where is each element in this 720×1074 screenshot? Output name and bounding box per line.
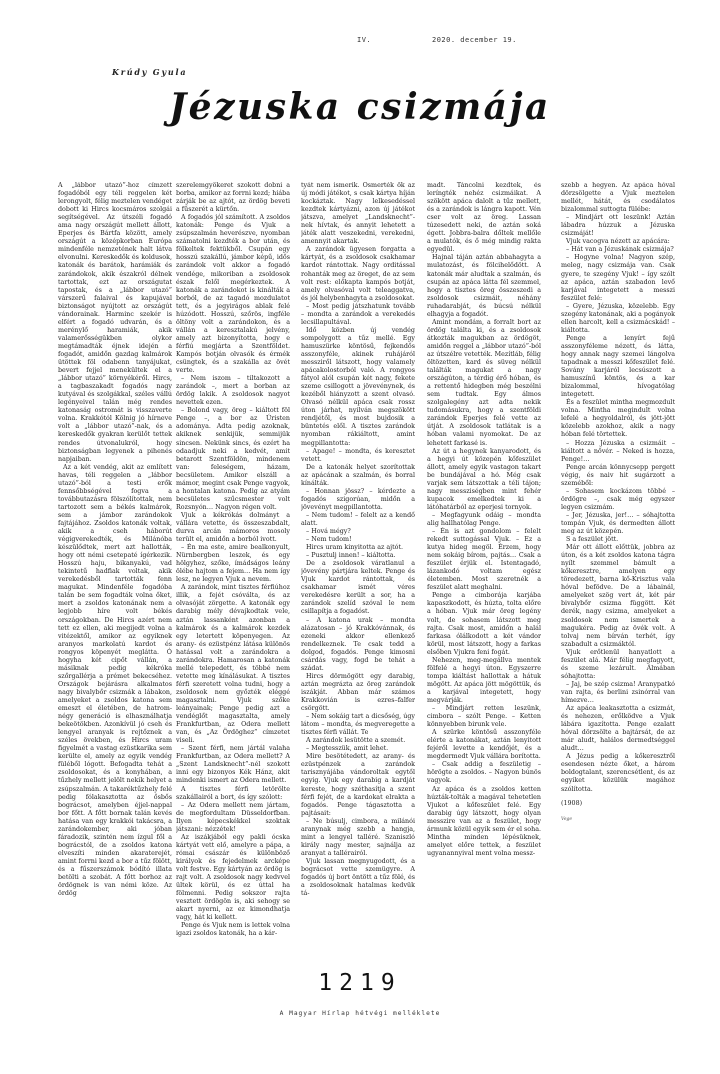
paragraph: Penge arcán könnycsepp pergett végig, és naiv hit sugárzott a szeméből:: [561, 463, 675, 487]
paragraph: Az apáca leakasztotta a csizmát, és nehezen, erőlködve a Vjuk lábára igazította. Penge ezalatt hóval dörzsölte a bajtársát, de az már aludt, halálos dermedtséggel aludt…: [561, 705, 675, 753]
paragraph: A tisztes férfi letörölte szakállairól a bort, és így szólott:: [176, 785, 290, 801]
author-name: Krúdy Gyula: [112, 67, 188, 77]
paragraph: – Hogyne volna! Nagyon szép, meleg, nagy csizmája van. Csak gyere, te szegény Vjuk! – így szólt az apáca, aztán szabadon levő karjával integetett a messzi feszület felé:: [561, 254, 675, 302]
paragraph: Idő közben új vendég sompolygott a tűz mellé. Egy hamuszürke köntösű, fejkendős asszonyféle, akinek ruhájáról messziről látszott, hogy valamely apácakolostorból való. A rongyos fátyol alól csupán két nagy, fekete szeme csillogott a jövevénynek, és kezéből hiányzott a szent olvasó. Olvasó nélkül apáca csak rossz úton járhat, nyilván megszökött rendjétől, és most bujdosik a büntetés elől. A tisztes zarándok nyomban rákiáltott, amint megpillantotta:: [301, 326, 415, 447]
paragraph: – A katona urak – mondta alázatosan – jó Krakkóvánnak, és ezeneki akkor ellenkező rendelkeznek. Te csak tedd a dolgod, fogadós. Penge kimosni csárdás vagy, fogd be tehát a szádat.: [301, 616, 415, 672]
paragraph: – Nem iszom – tiltakozott a zarándok –, mert a borban az ördög lakik. A zsoldosok nagyot nevettek ezen.: [176, 375, 290, 407]
paragraph: tyát nem ismerik. Ösmerték ők az új módi játékot, s csak kártya híján kockáztak. Nagy lelkesedéssel kezdtek kártyázni, azon új játékot játszva, amelyet „Landsknecht”-nek hívtak, és annyit lehetett a játék alatt veszekedni, verekedni, amennyit akartak.: [301, 182, 415, 246]
paragraph: – Sohasem kockázom többé – ördögre –, csak még egyszer legyen csizmám.: [561, 487, 675, 511]
paragraph: – Jaj, be szép csizma! Aranypatkó van rajta, és berlini zsinórral van hímezve…: [561, 680, 675, 704]
paragraph: Mire besötétedett, az arany- és ezüstpénzek a zarándok tarisznyájába vándoroltak egytől egyig. Vjuk egy darabig a kardját kereste, hogy széthasítja a szent férfi fejét, de a kardokat elrakta a fogadós. Penge tágasztotta a pajtásait:: [301, 753, 415, 817]
paragraph: – Nem tudom!: [306, 536, 352, 544]
paragraph: – Szent férfi, nem jártál valaha Frankfurtban, az Odera mellett? A „Szent Landsknecht”-nél szokott inni egy bizonyos Kék Hánz, akit mindenki ismert az Odera mellett.: [176, 745, 290, 785]
paragraph: Hircs dörmögött egy darabig, aztán megrázta az öreg zarándok iszákját. Abban már számos Krakkovián is ezres–falfer csörgött.: [301, 672, 415, 713]
paragraph: – Én ma este, amire bealkonyult, Nürnbergben leszek, és egy hölgyhez, szőke, ímádságos leány ölébe hajtom a fejem… Ha nem így lesz, ne legyen Vjuk a nevem.: [176, 544, 290, 584]
publication-year: (1908): [561, 799, 583, 807]
paragraph: – Nem tudom! – felelt az a kendő alatt.: [301, 511, 415, 527]
paragraph: – Nem sokáig tart a dicsőség, úgy látom – mondta, és megveregette a tisztes férfi vállát. Te: [301, 713, 415, 737]
paragraph: De a katonák helyet szorítottak az apácának a szalmán, és borral kínálták.: [301, 463, 415, 487]
text-column-1: [58, 182, 172, 940]
text-column-4: [427, 182, 541, 940]
paragraph: – Hová mégy?: [306, 528, 351, 536]
paragraph: Vjuk a kékrókás dolmányt a vállára vetette, és összeszabdalt, durva arcán mámoros mosoly terült el, amidőn a borból ivott.: [176, 511, 290, 544]
paragraph: De a zsoldosok váratlanul a jövevény pártjára keltek. Penge és Vjuk kardot rántottak, és csakhamar ismét véres verekedésre került a sor, ha a zarándok szelíd szóval le nem csillapítja a fogadóst.: [301, 560, 415, 616]
paragraph: szerelemgyökeret szokott dobni a borba, amikor az forrni kezd; hiába zárják be az ajtót, az ördög beveti a fűszerét a kürtőn.: [176, 182, 290, 214]
paragraph: – Mindjárt ott leszünk! Aztán lábadra húzzuk a Jézuska csizmáját!: [561, 214, 675, 238]
supplement-label: A Magyar Hírlap hétvégi melléklete: [279, 1010, 441, 1017]
paragraph: A zarándok ügyesen forgatta a kártyát, és a zsoldosok csakhamar kardot rántottak. Nagy orditással rohanták meg az öreget, de az sem volt rest: előkapta kampós botját, amely olvasóval volt teleaggatva, és jól helybenhagyta a zsoldosokat.: [301, 246, 415, 302]
paragraph: – Most pedig játszhatunk tovább – mondta a zarándok a verekedés lecsillapultával.: [301, 302, 415, 326]
issue-date: 2020. december 19.: [432, 36, 517, 44]
paragraph: Penge és Vjuk nem is lettek volna igazi zsoldos katonák, ha a kár-: [176, 922, 290, 938]
paragraph: Amint mondám, a forralt bort az ördög találta ki, és a zsoldosok átkozták magukban az ördögöt, amidőn reggel a „lábbor utazó”-ból az útszélre vetették. Mezítláb, félig öltözetten, kard és süveg nélkül találták magukat a nagy országúton, a térdig érő hóban, és a rettentő hidegben még beszélni sem tudtak. Egy álmos szolgalegény azt adta nekik tudomásukra, hogy a szentföldi zarándok Eperjes felé vette az útját. A zsoldosok tatlátak is a hóban valami nyomokat. De az lehetett farkasé is.: [427, 318, 541, 447]
paragraph: A zarándok lesütötte a szemét.: [306, 737, 406, 745]
paragraph: Már ott állott előttük, jobbra az úton, és a két zsoldos katona tágra nyílt szemmel bámult a kőkeresztre, amelyen egy töredezett, barna kő-Krisztus vala hóval befödve. De a lábainál, amelyeket szög vert át, két pár bivalybőr csizma függött. Két derék, nagy csizma, amelyeket a zsoldosok nem ismertek a magukéra. Pedig az övék volt. A tolvaj nem bírván terhét, így szabadult a csizmáktól.: [561, 544, 675, 648]
paragraph: Az a két vendég, akit az említett havas, téli reggelen a „lábbor utazó”-ból a testi erők fennsőbbségével fogva a továbbutazásra fölszólítottak, nem tartozott sem a békés kalmárok, sem a jámbor zarándokok fajtájához. Zsoldos katonák voltak, akik a cseh háborút végigverekedték, és Milánóba készülődtek, mert azt hallották, hogy ott némi csetepaté ígérkezik. Hosszú haju, bikanyakú, vad tekintetű hadfiak voltak, akik verekedésből tartották fenn magukat. Mindenféle fogadóba talán be sem fogadták volna őket, mert a zsoldos katonának nem a legjobb híre volt békés országokban. De Hircs azért nem tett ez ellen, aki megijedt volna a vitézektől, amikor az egyiknek aranyos markolatú kardot és rongyos köpenyét meglátta. Ó hogyha két cipőt vállán, a másiknak pedig kékróka szőrgallérja a prémet bekecséhez. Országok bejárásra alkalmatos nagy bivalybőr csizmák a lábakon, amelyeket a zsoldos katona sem emeszt el életében, de hatrom-négy generáció is elhasználhatja bekeötökben. Azonkívül jó cseh és lengyel aranyak is rejtőznek a széles övekben, és Hircs uram figyelmét a vastag ezüstkarika sem kerülte el, amely az egyik vendég füléből lógott. Befogadta tehát a zsoldosokat, és a konyhában, a tűzhely mellett jelölt nekik helyet a zsúpszalmán. A takaréktűzhely felé pedig fólakasztotta az ősbős bográcsot, amelyben éjjel-nappal bor főtt. A főtt bornak talán kevés hatása van egy krakkói takácsra, a zarándokember, aki jóban fáradozik, szintén nem ízgul fől a bográcstól, de a zsoldos katona elveszíti minden akaraterejét, amint forrni kezd a bor a tűz fölött, és a fűszerszámok bódító illata betölti a szobát. A főtt borhoz az ördögnek is van némi köze. Az ördög: [58, 463, 172, 898]
paragraph: Nehezen, meg-megállva mentek fölfelé a hegyi úton. Egyszerre tompa kiáltást hallottak a hátuk mögött. Az apáca jött mögöttük, és a karjával integetett, hogy megvárják.: [427, 656, 541, 704]
page-section-label: IV.: [357, 36, 372, 44]
paragraph: madt. Táncolni kezdtek, és leríngték nehéz csizmáikat. A szökött apáca dalolt a tűz mellett, és a zarándok is lángra kapott. Vén cser volt az öreg. Lassan túzesedett neki, de aztán soká égett. Jobbra-balra dőltek mellőle a mulatók, és ő még mindig rakta egyedül.: [427, 182, 541, 254]
paragraph: A fogadós jól számított. A zsoldos katonák: Penge és Vjuk a zsúpszalmán heverészve, nyomban számatolni kezdték a bor után, és fölkeltek fektükből. Csupán egy hosszú szakállú, jámbor képű, idős zarándok volt akkor a fogadó vendége, mikoriban a zsoldosok észak felől megérkeztek. A katonák a zarándokot is kinálták a borból, de az tagadó mozdulatot tett, és a jegyirágos ablak felé húzódott. Hosszú, szőrös, ingféle öltöny volt a zarándokon, és a vállán a keresztalakú jelvény, amely azt bizonyította, hogy e férfiú megjárta a Szentföldet. Kampós botján olvasók és érmék csüngtek, és a szakálla az övét verte.: [176, 214, 290, 375]
text-column-3: [301, 182, 415, 940]
paragraph: Hircs uram kinyitotta az ajtót.: [306, 544, 404, 552]
paragraph: – Apage! – mondta, és keresztet vetett.: [301, 447, 415, 463]
paragraph: Penge a lenyírt fejű asszonyféleme nézett, és látta, hogy annak nagy szemei lángolva tapadnak a messzi kőfeszület felé. Sovány karjáról lecsúszott a hamuszínű köntös, és a kar bizalommal, hívogatólag integetett.: [561, 334, 675, 399]
paragraph: – Hát van a Jézuskának csizmája?: [566, 246, 674, 254]
paragraph: – Pusztulj innen! – kiáltotta.: [306, 552, 396, 560]
paragraph: A zarándok, mint tisztes férfiúhoz illik, a fejét csóválta, és az olvasóját zörgette. A katonák egy darabig mély dévajkodtak vele, aztán lassanként azonban a kalmárok és a kalmárok kezdek egy letertett köpenyegen. Az arany- és ezüstpénz látása különös hatással volt a zarándokra a zarándokra. Hamarosan a katonák mellé telepedett, és többé nem vetette meg kínálásukat. A tisztes férfi szeretett volna tudni, hogy a zsoldosok nem győzték eléggé magasztalni. Vjuk szőke leányainak; Penge pedig azt a vendéglőt magasztalta, amely Frankfurtban, az Odera mellett van, és „Az Ördöghez” címzetet viseli.: [176, 584, 290, 745]
paragraph: – Megtesszük, amit lehet.: [306, 745, 389, 753]
paragraph: szebb a hegyen. Az apáca hóval dörzsölgette a Vjuk meztelen mellét, hátát, és csodálatos bizalommal suttogta fülébe:: [561, 182, 675, 214]
paragraph: – Jer, Jézuska, jer!… – sóhajtotta tompán Vjuk, és dermedten állott meg az út közepén.: [561, 511, 675, 536]
paragraph: – Csak addig a feszületig – hörögte a zsoldos. – Nagyon búnös vagyok.: [427, 761, 541, 785]
paragraph: Az apáca és a zsoldos ketten húzták-tolták a magával tehetetlen Vjukot a kőfeszület felé. Egy darabig úgy látszott, hogy olyan messzire van az a feszület, hogy ármunk közül egyik sem ér el soha. Mintha minden lépésüknek, amelyet előre tettek, a feszület ugyanannyival ment volna messz-: [427, 785, 541, 857]
paragraph: – Az Odera mellett nem jártam, de megfordultam Düsseldorfban. Ilyen képecskékkel szoktak játszani: nézzétek!: [176, 801, 290, 833]
paragraph: – Bolond vagy, öreg – kiáltott föl Penge –, a bor az Úristen adománya. Adta pedig azoknak, akiknek senkijük, semmijük sincsen. Nekünk sincs, és ezért ha odaadjuk neki a kedvét, amit betarott Szentföldön, mindenem van: feleségem, házam, becsületem. Amikor elszáll a mámor, megint csak Penge vagyok, a hontalan katona. Pedig az atyám becsületes szűcsmester volt Rozsnyón… Nagyon régen volt.: [176, 407, 290, 511]
paragraph: S a feszület jött.: [566, 536, 619, 544]
paragraph: Hajnal táján aztán abbahagyta a mulatozást, és fölcihelődött. A katonák már aludtak a szalmán, és csupán az apáca látta fél szemmel, hogy a tisztes öreg összeszedi a zsoldosok csizmáit, néhány ruhadarabját, és búcsú nélkül elhagyja a fogadót.: [427, 254, 541, 318]
paragraph: És a feszület mintha megmozdult volna. Mintha megindult volna lefelé a hegyoldalról, és jött-jött közelebb azokhoz, akik a nagy hóban felé törtettek.: [561, 399, 675, 439]
paragraph: Az út a hegynek kanyarodott, és a hegyi út közepén kőfeszület állott, amely egyik vastagon takart be bundájával a hó. Még csak varjak sem látszottak a téli tájon; nagy messziségben mint fehér kupacok emelkedtek ki a látóhatárból az eperjesi tornyok.: [427, 447, 541, 511]
paragraph: Vjuk vacogva nézett az apácára:: [566, 238, 670, 246]
text-column-5: [561, 182, 675, 940]
end-signature: Vege: [561, 816, 573, 822]
paragraph: – Megfagyunk odáig – mondta alig hallhatólag Penge.: [427, 511, 541, 527]
paragraph: – Honnan jössz? – kérdezte a fogadós szigorúan, midőn a jövevényt megpillantotta.: [301, 487, 415, 511]
paragraph: – Ne búsulj, cimbora, a milánói aranynak még szebb a hangja, mint a lengyel talléré. Szaniszló király nagy mester, sajnálja az aranyat a tallérairól.: [301, 817, 415, 857]
paragraph: A Jézus pedig a kőkeresztről esendesen nézte őket, a három boldogtalant, szerencsétlent, és az egyiket közülük magához szólította.: [561, 753, 675, 793]
paragraph: A szürke köntösű asszonyféle elérte a katonákat, aztán lenyitott fejéről levette a kendőjét, és a megdermedt Vjuk vállára borította.: [427, 729, 541, 761]
paragraph: – Mindjárt retten leszünk, cimbora – szólt Penge. – Ketten könnyebben birunk vele.: [427, 705, 541, 729]
article-title: Jézuska csizmája: [169, 86, 551, 128]
paragraph: – Gyere, Jézuska, közelebb. Egy szegény katonának, aki a pogányok ellen harcolt, kell a csizmácskád! – kiáltotta.: [561, 302, 675, 334]
paragraph: – Én is azt gondolom – felelt rekedt suttogással Vjuk. – Ez a kutya hideg megöl. Érzem, hogy nem sokáig bírom, pajtás… Csak a feszület érjük el. Istentagadó, lázankodó voltam egész életemben. Most szeretnék a feszület alatt meghalni.: [427, 528, 541, 592]
paragraph: A „lábbor utazó”-hoz címzett fogadóból egy téli reggelen két lerongyolt, félig meztelen vendéget dobott ki Hircs kocsmáros szolgái segítségével. Az útszéli fogadó ama nagy országút mellett állott, Eperjes és Bártfa között, amely országút a középkorban Európa mindenféle nemzetének halt látva elvonulni. Kereskedők és koldusok, katonák és barátok, harámiák és zarándokok, akik északról délnek tartottak, ezt az országutat tapostak, és a „lábbor utazó” várszerű falaival és kapujával biztonságot nyújtott az országút vándorainak. Harminc szekér is elfért a fogadó udvarán, és a merénylő haramiák, akik valamerősségükben olykor megtámadták éjnek idején a fogadót, amidőn gazdag kalmárok ütöttek föl odabenn tanyájukat, bevert fejjel menekültek el a „lábbor utazó” környékéről. Hircs, a tagbaszakadt fogadós nagy kutyával és szolgákkal, széles vállú legényeivel talán még rendes katonaság ostromát is visszaverte volna. Krakkótól Kölnig jó hírneve volt a „lábbor utazó”-nak, és a kereskedők gyakran kerülőt tettek rendes útvonalukról, hogy biztonságban legyenek a pihenés napjaiban.: [58, 182, 172, 463]
paragraph: Vjuk erőtlenül hanyatlott a feszület alá. Már félig megfagyott, és szeme lezárult. Álmában sóhajtotta:: [561, 648, 675, 680]
paragraph: – Hozza Jézuska a csizmáit – kiáltott a nővér. – Neked is hozza, Penge!…: [561, 439, 675, 463]
page-number: 1219: [318, 970, 402, 996]
paragraph: Az iszákjából egy pakli ócska kártyát vett elő, amelyre a pápa, a római császár és különböző királyok és fejedelmek arcképe volt festve. Egy kártyán az ördög is rajt volt. A zsoldosok nagy kedvvel ültek körül, és ez úttal ha fölmenni. Pedig sokszor rajta vesztett ördögön is, aki sehogy se akart nyerni, az ez kimondhatja vagy, hát ki kellett.: [176, 833, 290, 922]
paragraph: Vjuk lassan megnyugodott, és a bográcsot vette szemügyre. A fogadós új bort öntött a tűz fölé, és a zsoldosoknak hatalmas kedvük tá-: [301, 857, 415, 898]
text-column-2: [176, 182, 290, 940]
paragraph: Penge a cimborája karjába kapaszkodott, és húzta, tolta előre a hóban. Vjuk már öreg legény volt, de sohasem látszott meg rajta. Csak most, amidőn a halál farkasa ólálkodott a két vándor körül, most látszott, hogy a farkas elsőben Vjukra feni fogát.: [427, 592, 541, 656]
